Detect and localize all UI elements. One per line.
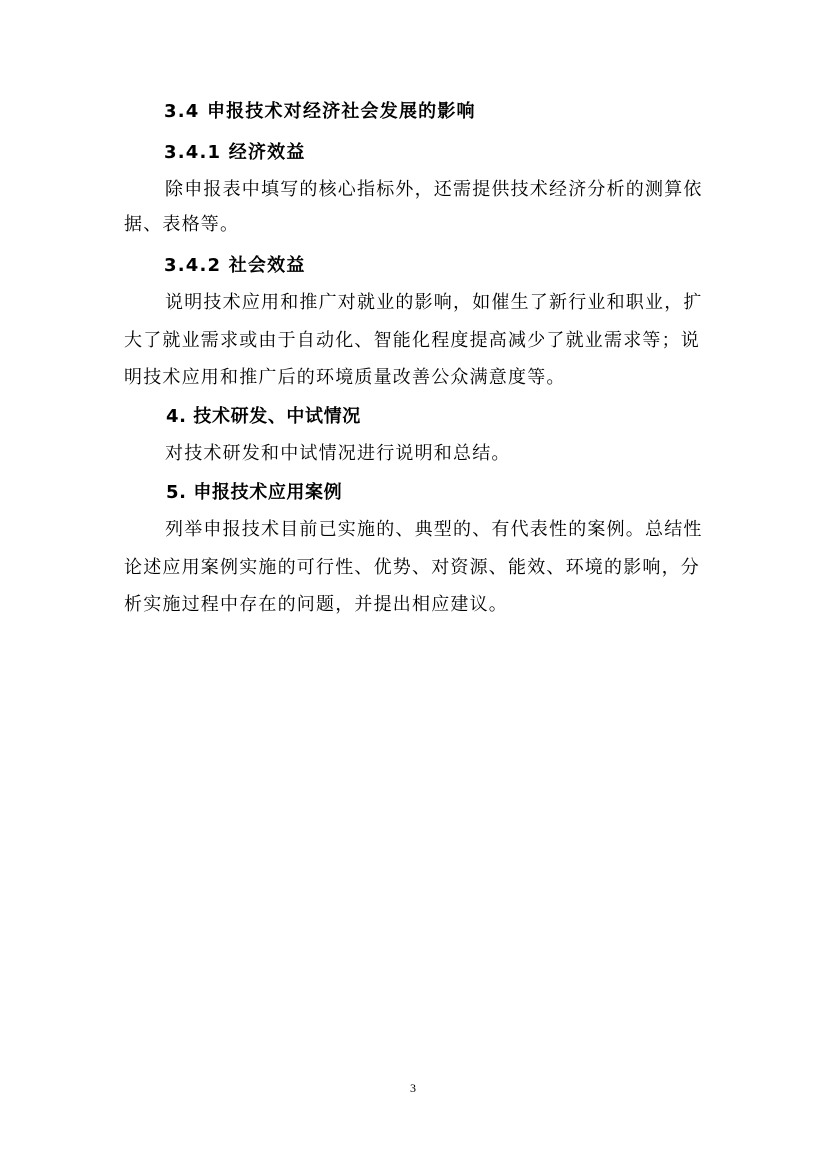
section-heading-3-4-2: 3.4.2 社会效益 (164, 255, 306, 276)
paragraph-line: 论述应用案例实施的可行性、优势、对资源、能效、环境的影响，分 (124, 557, 700, 578)
paragraph-line: 说明技术应用和推广对就业的影响，如催生了新行业和职业，扩 (165, 292, 703, 313)
paragraph-line: 列举申报技术目前已实施的、典型的、有代表性的案例。总结性 (165, 519, 703, 540)
paragraph-line: 对技术研发和中试情况进行说明和总结。 (165, 443, 511, 464)
section-heading-4: 4. 技术研发、中试情况 (166, 406, 361, 427)
section-heading-5: 5. 申报技术应用案例 (166, 482, 343, 503)
section-heading-3-4-1: 3.4.1 经济效益 (164, 142, 306, 163)
paragraph-line: 析实施过程中存在的问题，并提出相应建议。 (124, 594, 508, 615)
page-number: 3 (410, 1081, 416, 1095)
paragraph-line: 大了就业需求或由于自动化、智能化程度提高减少了就业需求等；说 (124, 330, 700, 351)
section-heading-3-4: 3.4 申报技术对经济社会发展的影响 (164, 101, 476, 122)
paragraph-line: 据、表格等。 (124, 214, 240, 235)
paragraph-line: 除申报表中填写的核心指标外，还需提供技术经济分析的测算依 (165, 179, 703, 200)
paragraph-line: 明技术应用和推广后的环境质量改善公众满意度等。 (124, 367, 566, 388)
